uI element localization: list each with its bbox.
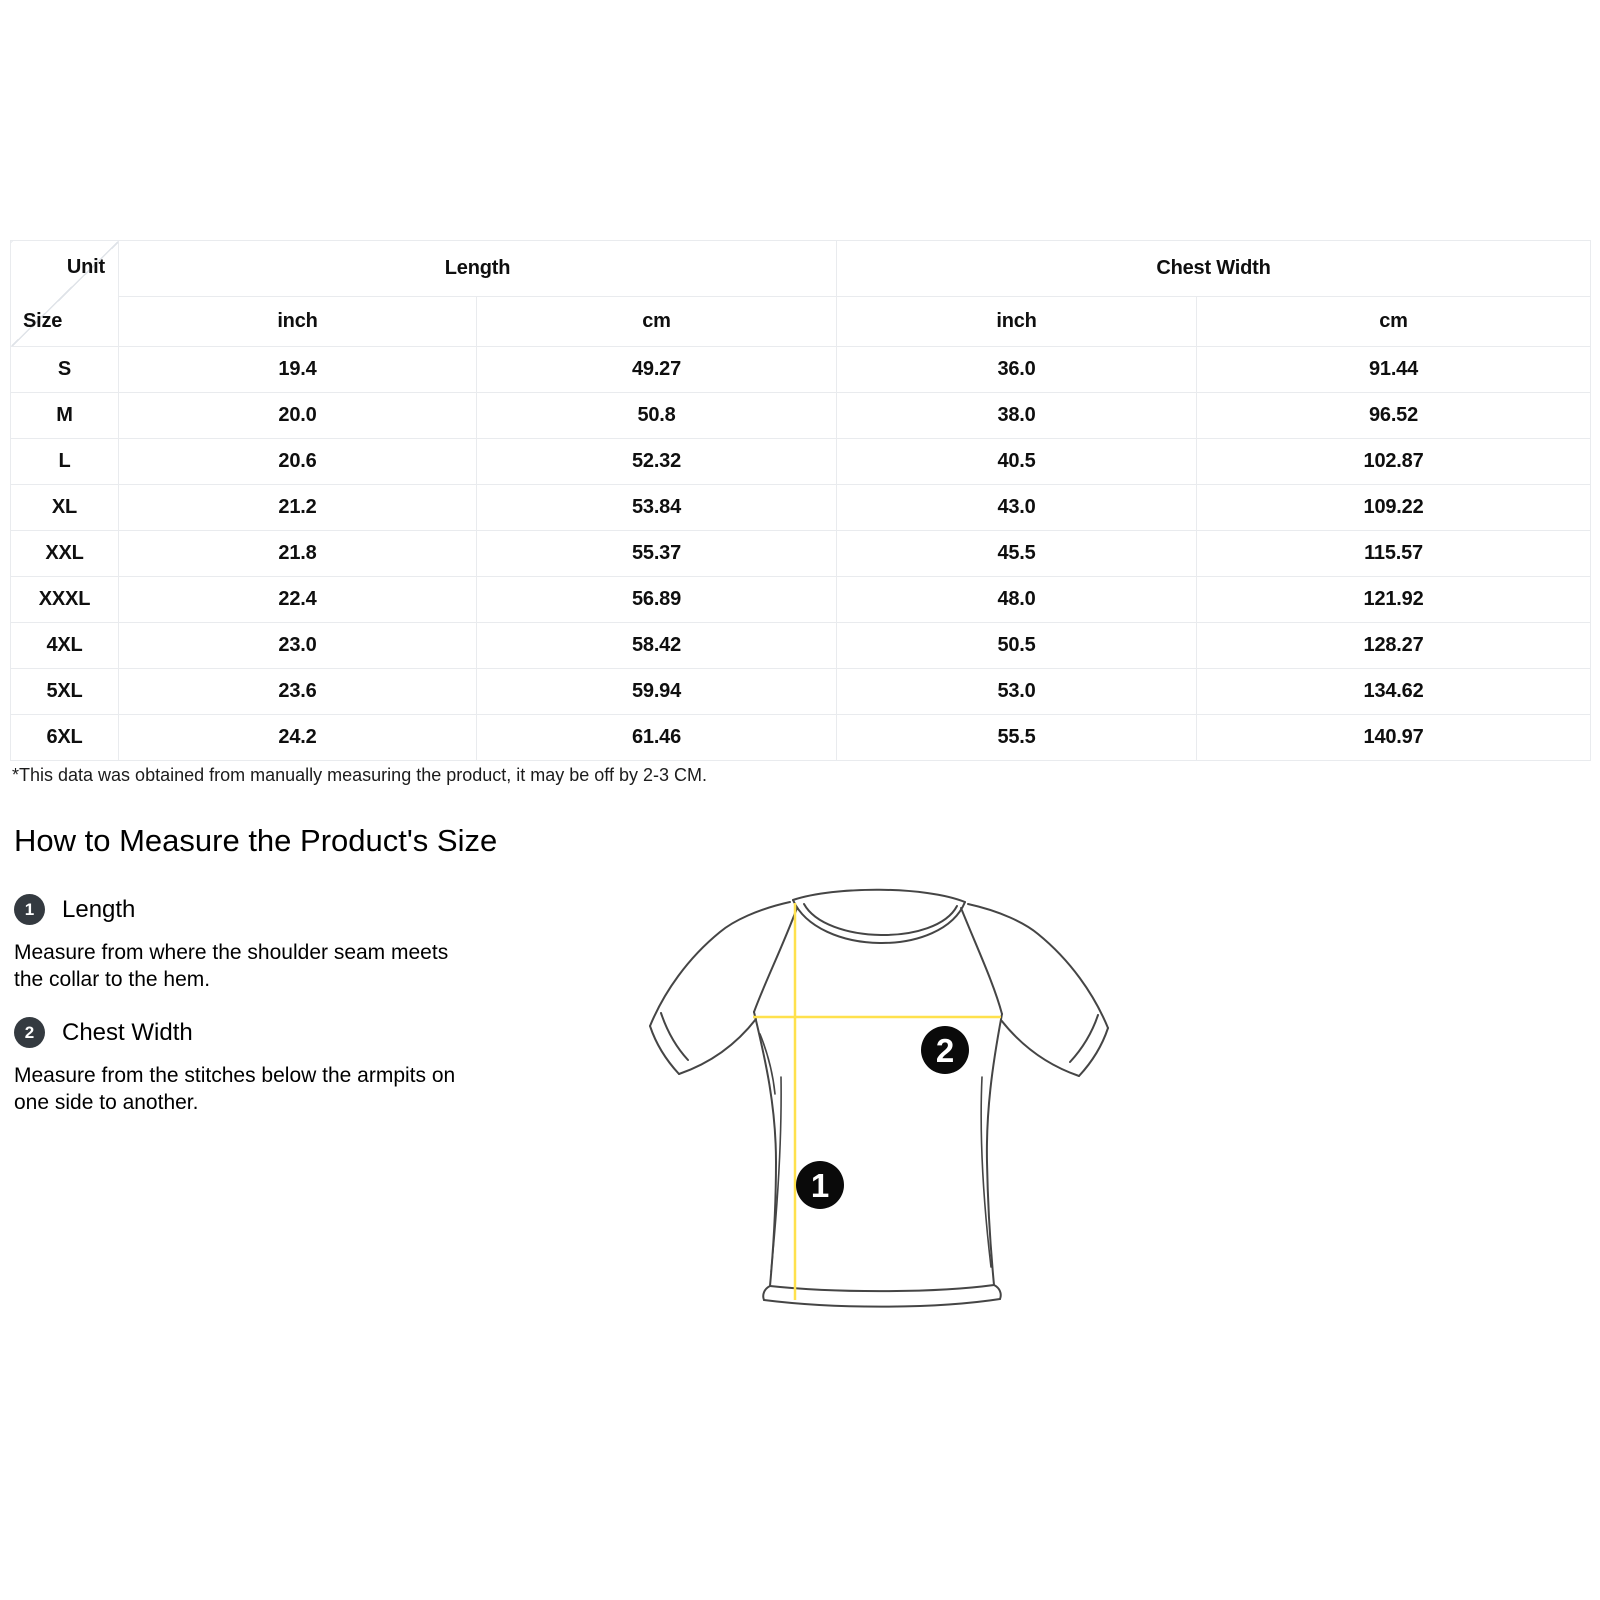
column-group-chest-width: Chest Width [837, 241, 1591, 297]
length-cm-value: 55.37 [477, 531, 837, 577]
subheader-length-inch: inch [119, 297, 477, 347]
length-cm-value: 56.89 [477, 577, 837, 623]
chest-cm-value: 121.92 [1197, 577, 1591, 623]
sleeve-right-underside [1001, 1020, 1079, 1076]
size-label: M [11, 393, 119, 439]
measure-item-length-label: Length [62, 895, 136, 923]
corner-size-label: Size [23, 310, 63, 332]
sleeve-right-top [968, 904, 1108, 1028]
table-row-s [11, 347, 1591, 393]
table-row-4xl [11, 623, 1591, 669]
column-group-length: Length [119, 241, 837, 297]
length-inch-value: 20.0 [119, 393, 477, 439]
subheader-chest-cm: cm [1197, 297, 1591, 347]
length-cm-value: 50.8 [477, 393, 837, 439]
subheader-chest-inch: inch [837, 297, 1197, 347]
hem-right-cap [994, 1285, 1001, 1299]
table-row-xxl [11, 531, 1591, 577]
measurement-lines [753, 903, 1001, 1300]
sleeve-left-cuff-outer [650, 1026, 679, 1074]
length-inch-value: 24.2 [119, 715, 477, 761]
measure-item-chest-width-label: Chest Width [62, 1018, 193, 1046]
diagram-marker-2 [921, 1026, 969, 1074]
measure-item-chest-width-description: Measure from the stitches below the armpits on one side to another. [14, 1064, 456, 1114]
diagram-marker-1 [796, 1161, 844, 1209]
size-label: L [11, 439, 119, 485]
length-cm-value: 53.84 [477, 485, 837, 531]
chest-inch-value: 55.5 [837, 715, 1197, 761]
chest-inch-value: 50.5 [837, 623, 1197, 669]
table-row-m [11, 393, 1591, 439]
length-cm-value: 49.27 [477, 347, 837, 393]
tshirt-outline [650, 890, 1108, 1307]
raglan-seam-right [961, 908, 1002, 1014]
size-label: 6XL [11, 715, 119, 761]
size-label: S [11, 347, 119, 393]
length-cm-value: 59.94 [477, 669, 837, 715]
length-inch-value: 20.6 [119, 439, 477, 485]
chest-inch-value: 53.0 [837, 669, 1197, 715]
collar-top-edge [793, 890, 965, 902]
size-label: XL [11, 485, 119, 531]
hem-top-line [770, 1285, 994, 1291]
sleeve-right-cuff-inner [1070, 1015, 1098, 1062]
tshirt-measurement-diagram [630, 862, 1140, 1337]
chest-inch-value: 45.5 [837, 531, 1197, 577]
subheader-length-cm: cm [477, 297, 837, 347]
howto-section-title: How to Measure the Product's Size [14, 823, 498, 858]
sleeve-left-underside [679, 1019, 756, 1074]
length-inch-value: 21.2 [119, 485, 477, 531]
hem-bottom-line [764, 1299, 1000, 1307]
size-chart-table [10, 240, 1591, 761]
size-label: 4XL [11, 623, 119, 669]
length-cm-value: 61.46 [477, 715, 837, 761]
length-cm-value: 52.32 [477, 439, 837, 485]
length-inch-value: 22.4 [119, 577, 477, 623]
marker-2-number: 2 [935, 1032, 955, 1069]
chest-inch-value: 36.0 [837, 347, 1197, 393]
collar-inner-band [804, 904, 957, 935]
table-row-6xl [11, 715, 1591, 761]
length-inch-value: 21.8 [119, 531, 477, 577]
table-row-xxxl [11, 577, 1591, 623]
chest-cm-value: 115.57 [1197, 531, 1591, 577]
marker-1-number: 1 [810, 1167, 830, 1204]
chest-cm-value: 134.62 [1197, 669, 1591, 715]
body-side-left [754, 1012, 776, 1286]
sleeve-left-top [650, 902, 790, 1026]
sleeve-left-cuff-inner [661, 1013, 688, 1060]
corner-unit-label: Unit [66, 256, 105, 278]
length-inch-value: 23.0 [119, 623, 477, 669]
collar-outer-band [793, 900, 965, 943]
raglan-seam-left [754, 908, 797, 1012]
chest-cm-value: 91.44 [1197, 347, 1591, 393]
chest-cm-value: 140.97 [1197, 715, 1591, 761]
chest-inch-value: 38.0 [837, 393, 1197, 439]
measurement-disclaimer: *This data was obtained from manually measuring the product, it may be off by 2-3 CM. [12, 765, 708, 785]
chest-cm-value: 102.87 [1197, 439, 1591, 485]
chest-inch-value: 48.0 [837, 577, 1197, 623]
crease-left-short [760, 1034, 775, 1094]
measure-item-length [14, 894, 135, 925]
measure-item-length-description: Measure from where the shoulder seam meets the collar to the hem. [14, 941, 449, 991]
sleeve-right-cuff-outer [1079, 1028, 1108, 1076]
chest-inch-value: 43.0 [837, 485, 1197, 531]
chest-cm-value: 128.27 [1197, 623, 1591, 669]
size-label: XXXL [11, 577, 119, 623]
corner-header-cell [11, 241, 119, 347]
chest-cm-value: 96.52 [1197, 393, 1591, 439]
length-inch-value: 19.4 [119, 347, 477, 393]
length-cm-value: 58.42 [477, 623, 837, 669]
chest-inch-value: 40.5 [837, 439, 1197, 485]
table-row-xl [11, 485, 1591, 531]
chest-cm-value: 109.22 [1197, 485, 1591, 531]
size-label: XXL [11, 531, 119, 577]
tshirt-diagram-svg [630, 862, 1140, 1337]
table-row-l [11, 439, 1591, 485]
step-2-badge: 2 [14, 1017, 45, 1048]
size-label: 5XL [11, 669, 119, 715]
measure-item-chest-width [14, 1017, 193, 1048]
length-inch-value: 23.6 [119, 669, 477, 715]
hem-left-cap [763, 1286, 770, 1300]
step-1-badge: 1 [14, 894, 45, 925]
table-row-5xl [11, 669, 1591, 715]
